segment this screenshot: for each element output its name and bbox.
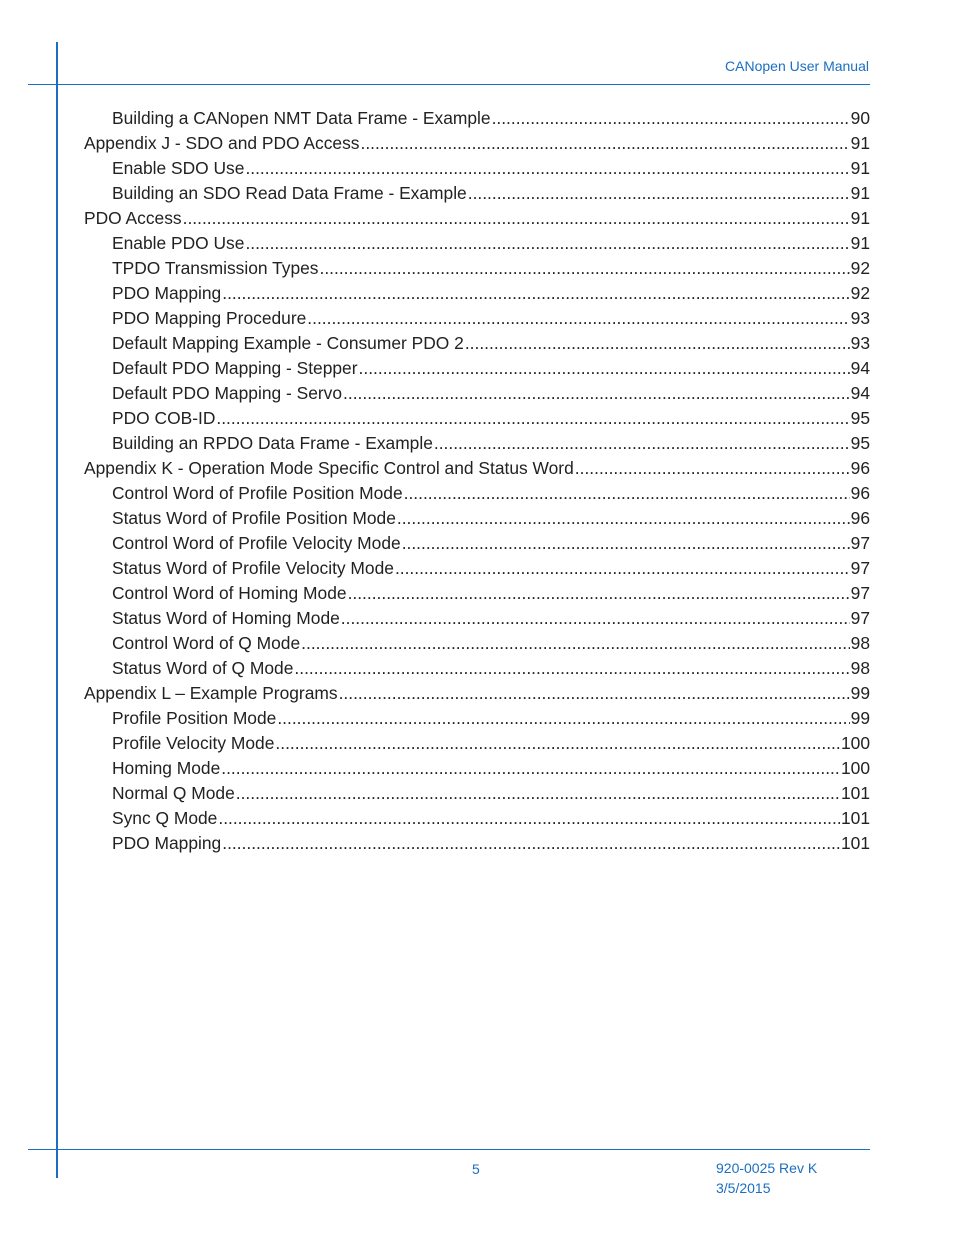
toc-entry-label: Appendix J - SDO and PDO Access bbox=[84, 133, 360, 153]
toc-dot-leader bbox=[404, 481, 850, 506]
toc-entry-page-number: 100 bbox=[840, 758, 870, 778]
toc-entry-label: Default PDO Mapping - Servo bbox=[112, 383, 343, 403]
toc-entry-label: Homing Mode bbox=[112, 758, 221, 778]
toc-entry-page-number: 91 bbox=[850, 208, 870, 228]
toc-entry[interactable] bbox=[84, 406, 870, 431]
toc-entry-page-number: 100 bbox=[840, 733, 870, 753]
toc-entry-page-number: 94 bbox=[850, 383, 870, 403]
toc-entry[interactable] bbox=[84, 831, 870, 856]
toc-entry-page-number: 90 bbox=[850, 108, 870, 128]
toc-dot-leader bbox=[222, 831, 840, 856]
toc-entry-label: Appendix K - Operation Mode Specific Control and Status Word bbox=[84, 458, 574, 478]
toc-dot-leader bbox=[395, 556, 850, 581]
toc-entry-label: PDO Mapping Procedure bbox=[112, 308, 307, 328]
toc-entry-label: Building an RPDO Data Frame - Example bbox=[112, 433, 433, 453]
toc-entry-page-number: 97 bbox=[850, 583, 870, 603]
toc-entry[interactable] bbox=[84, 531, 870, 556]
toc-entry[interactable] bbox=[84, 281, 870, 306]
toc-entry[interactable] bbox=[84, 731, 870, 756]
toc-entry[interactable] bbox=[84, 381, 870, 406]
toc-entry-page-number: 97 bbox=[850, 533, 870, 553]
running-header-title: CANopen User Manual bbox=[725, 58, 869, 74]
toc-entry-label: Profile Position Mode bbox=[112, 708, 277, 728]
toc-entry-label: Default Mapping Example - Consumer PDO 2 bbox=[112, 333, 464, 353]
toc-entry-page-number: 97 bbox=[850, 558, 870, 578]
toc-entry-page-number: 94 bbox=[850, 358, 870, 378]
toc-entry[interactable] bbox=[84, 781, 870, 806]
toc-entry-label: Control Word of Homing Mode bbox=[112, 583, 347, 603]
toc-entry-page-number: 99 bbox=[850, 708, 870, 728]
toc-entry[interactable] bbox=[84, 206, 870, 231]
toc-entry-label: Enable SDO Use bbox=[112, 158, 245, 178]
toc-dot-leader bbox=[218, 806, 840, 831]
toc-entry-label: TPDO Transmission Types bbox=[112, 258, 319, 278]
toc-dot-leader bbox=[221, 756, 840, 781]
header-rule bbox=[28, 84, 870, 85]
toc-entry-label: PDO COB-ID bbox=[112, 408, 216, 428]
toc-entry-label: Control Word of Q Mode bbox=[112, 633, 301, 653]
table-of-contents bbox=[84, 106, 870, 856]
toc-entry-page-number: 95 bbox=[850, 408, 870, 428]
toc-dot-leader bbox=[465, 331, 850, 356]
toc-entry-page-number: 92 bbox=[850, 283, 870, 303]
toc-entry-page-number: 98 bbox=[850, 658, 870, 678]
toc-entry[interactable] bbox=[84, 431, 870, 456]
toc-entry[interactable] bbox=[84, 806, 870, 831]
toc-entry-label: Status Word of Homing Mode bbox=[112, 608, 340, 628]
toc-dot-leader bbox=[575, 456, 850, 481]
toc-entry-label: Normal Q Mode bbox=[112, 783, 235, 803]
toc-entry-page-number: 92 bbox=[850, 258, 870, 278]
toc-dot-leader bbox=[245, 156, 849, 181]
toc-dot-leader bbox=[222, 281, 849, 306]
toc-dot-leader bbox=[216, 406, 849, 431]
toc-entry-page-number: 101 bbox=[840, 833, 870, 853]
toc-entry-page-number: 97 bbox=[850, 608, 870, 628]
footer-doc-number: 920-0025 Rev K bbox=[716, 1160, 818, 1176]
toc-entry[interactable] bbox=[84, 506, 870, 531]
toc-dot-leader bbox=[307, 306, 849, 331]
toc-dot-leader bbox=[360, 131, 849, 156]
toc-entry[interactable] bbox=[84, 131, 870, 156]
toc-entry-label: Control Word of Profile Velocity Mode bbox=[112, 533, 401, 553]
toc-entry-page-number: 99 bbox=[850, 683, 870, 703]
toc-dot-leader bbox=[294, 656, 849, 681]
toc-entry-page-number: 91 bbox=[850, 158, 870, 178]
toc-dot-leader bbox=[343, 381, 850, 406]
toc-entry-label: Enable PDO Use bbox=[112, 233, 245, 253]
toc-entry[interactable] bbox=[84, 581, 870, 606]
toc-entry-label: Status Word of Profile Position Mode bbox=[112, 508, 396, 528]
toc-entry-label: Status Word of Q Mode bbox=[112, 658, 294, 678]
toc-entry-page-number: 91 bbox=[850, 183, 870, 203]
toc-entry[interactable] bbox=[84, 656, 870, 681]
toc-entry-label: Control Word of Profile Position Mode bbox=[112, 483, 403, 503]
toc-dot-leader bbox=[468, 181, 850, 206]
toc-dot-leader bbox=[245, 231, 849, 256]
toc-entry-page-number: 95 bbox=[850, 433, 870, 453]
toc-dot-leader bbox=[348, 581, 850, 606]
footer-date: 3/5/2015 bbox=[716, 1180, 771, 1196]
toc-entry[interactable] bbox=[84, 681, 870, 706]
toc-entry-page-number: 91 bbox=[850, 133, 870, 153]
toc-entry[interactable] bbox=[84, 481, 870, 506]
toc-dot-leader bbox=[359, 356, 850, 381]
toc-entry[interactable] bbox=[84, 331, 870, 356]
toc-entry-label: PDO Access bbox=[84, 208, 182, 228]
toc-entry-page-number: 96 bbox=[850, 483, 870, 503]
toc-entry[interactable] bbox=[84, 456, 870, 481]
toc-entry-page-number: 96 bbox=[850, 458, 870, 478]
toc-entry-label: PDO Mapping bbox=[112, 283, 222, 303]
toc-entry-label: Building a CANopen NMT Data Frame - Example bbox=[112, 108, 491, 128]
toc-entry[interactable] bbox=[84, 181, 870, 206]
toc-dot-leader bbox=[434, 431, 850, 456]
toc-entry-page-number: 93 bbox=[850, 333, 870, 353]
toc-entry[interactable] bbox=[84, 356, 870, 381]
toc-entry-page-number: 101 bbox=[840, 808, 870, 828]
toc-dot-leader bbox=[492, 106, 850, 131]
toc-entry[interactable] bbox=[84, 606, 870, 631]
toc-entry[interactable] bbox=[84, 156, 870, 181]
toc-entry-label: Building an SDO Read Data Frame - Example bbox=[112, 183, 467, 203]
footer-rule bbox=[28, 1149, 870, 1150]
toc-entry[interactable] bbox=[84, 106, 870, 131]
toc-dot-leader bbox=[397, 506, 850, 531]
toc-dot-leader bbox=[301, 631, 850, 656]
toc-entry-page-number: 101 bbox=[840, 783, 870, 803]
toc-dot-leader bbox=[275, 731, 840, 756]
toc-entry-label: Default PDO Mapping - Stepper bbox=[112, 358, 358, 378]
toc-dot-leader bbox=[183, 206, 850, 231]
toc-entry[interactable] bbox=[84, 556, 870, 581]
toc-entry-label: Appendix L – Example Programs bbox=[84, 683, 338, 703]
left-margin-rule bbox=[56, 42, 58, 1178]
toc-dot-leader bbox=[236, 781, 840, 806]
toc-entry[interactable] bbox=[84, 231, 870, 256]
toc-entry[interactable] bbox=[84, 631, 870, 656]
toc-entry-page-number: 91 bbox=[850, 233, 870, 253]
toc-entry[interactable] bbox=[84, 706, 870, 731]
toc-entry[interactable] bbox=[84, 256, 870, 281]
toc-entry-label: PDO Mapping bbox=[112, 833, 222, 853]
toc-dot-leader bbox=[277, 706, 849, 731]
toc-entry-page-number: 93 bbox=[850, 308, 870, 328]
toc-entry-page-number: 96 bbox=[850, 508, 870, 528]
toc-dot-leader bbox=[341, 606, 850, 631]
toc-entry-label: Status Word of Profile Velocity Mode bbox=[112, 558, 394, 578]
toc-entry-page-number: 98 bbox=[850, 633, 870, 653]
toc-dot-leader bbox=[320, 256, 850, 281]
toc-entry[interactable] bbox=[84, 306, 870, 331]
footer-page-number: 5 bbox=[472, 1161, 480, 1177]
toc-dot-leader bbox=[339, 681, 850, 706]
footer-revision bbox=[716, 1158, 817, 1198]
toc-entry-label: Sync Q Mode bbox=[112, 808, 218, 828]
toc-entry-label: Profile Velocity Mode bbox=[112, 733, 275, 753]
toc-entry[interactable] bbox=[84, 756, 870, 781]
toc-dot-leader bbox=[402, 531, 850, 556]
